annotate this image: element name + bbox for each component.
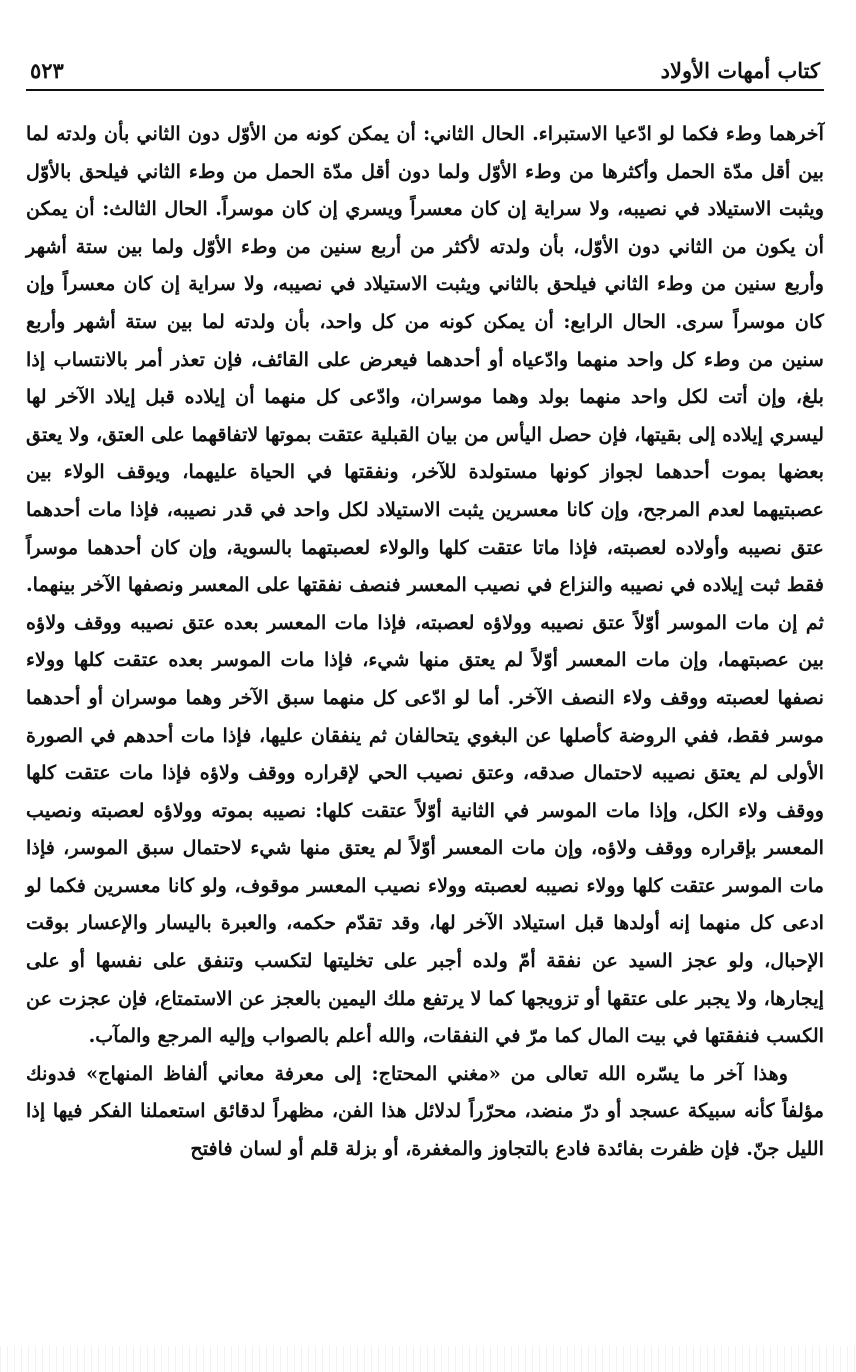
page-number: ٥٢٣ (30, 58, 64, 83)
running-header (26, 58, 824, 91)
body-text (26, 115, 824, 1168)
scan-artifact-strip (0, 1346, 856, 1372)
main-paragraph: آخرهما وطء فكما لو ادّعيا الاستبراء. الحال الثاني: أن يمكن كونه من الأوّل دون الثاني بأن ولدته لما بين أقل مدّة الحمل وأكثرها من وطء الأوّل ولما دون أقل مدّة الحمل من وطء الثاني فيلحق بالأوّل ويثبت الاستيلاد في نصيبه، ولا سراية إن كان معسراً ويسري إن كان موسراً. الحال الثالث: أن يمكن أن يكون من الثاني دون الأوّل، بأن ولدته لأكثر من أربع سنين من وطء الأوّل ولما بين ستة أشهر وأربع سنين من وطء الثاني فيلحق بالثاني ويثبت الاستيلاد في نصيبه، ولا سراية إن كان معسراً وإن كان موسراً سرى. الحال الرابع: أن يمكن كونه من كل واحد، بأن ولدته لما بين ستة أشهر وأربع سنين من وطء كل واحد منهما وادّعياه أو أحدهما فيعرض على القائف، فإن تعذر أمر بالانتساب إذا بلغ، وإن أتت لكل واحد منهما بولد وهما موسران، وادّعى كل منهما أن إيلاده قبل إيلاد الآخر لها ليسري إيلاده إلى بقيتها، فإن حصل اليأس من بيان القبلية عتقت بموتها لاتفاقهما على العتق، ولا يعتق بعضها بموت أحدهما لجواز كونها مستولدة للآخر، ونفقتها في الحياة عليهما، ويوقف الولاء بين عصبتيهما لعدم المرجح، وإن كانا معسرين يثبت الاستيلاد لكل واحد في قدر نصيبه، فإذا مات أحدهما عتق نصيبه وأولاده لعصبته، فإذا ماتا عتقت كلها والولاء لعصبتهما بالسوية، وإن كان أحدهما موسراً فقط ثبت إيلاده في نصيبه والنزاع في نصيب المعسر فنصف نفقتها على المعسر ونصفها الآخر بينهما. ثم إن مات الموسر أوّلاً عتق نصيبه وولاؤه لعصبته، فإذا مات المعسر بعده عتق نصيبه ووقف ولاؤه بين عصبتهما، وإن مات المعسر أوّلاً لم يعتق منها شيء، فإذا مات الموسر بعده عتقت كلها وولاء نصفها لعصبته ووقف ولاء النصف الآخر. أما لو ادّعى كل منهما سبق الآخر وهما موسران أو أحدهما موسر فقط، ففي الروضة كأصلها عن البغوي يتحالفان ثم ينفقان عليها، فإذا مات أحدهم في الصورة الأولى لم يعتق نصيبه لاحتمال صدقه، وعتق نصيب الحي لإقراره ووقف ولاؤه فإذا مات عتقت كلها ووقف ولاء الكل، وإذا مات الموسر في الثانية أوّلاً عتقت كلها: نصيبه بموته وولاؤه لعصبته ونصيب المعسر بإقراره ووقف ولاؤه، وإن مات المعسر أوّلاً لم يعتق منها شيء لاحتمال سبق الموسر، فإذا مات الموسر عتقت كلها وولاء نصيبه لعصبته وولاء نصيب المعسر موقوف، ولو كانا معسرين فكما لو ادعى كل منهما إنه أولدها قبل استيلاد الآخر لها، وقد تقدّم حكمه، والعبرة باليسار والإعسار بوقت الإحبال، ولو عجز السيد عن نفقة أمّ ولده أجبر على تخليتها لتكسب وتنفق على نفسها أو على إيجارها، ولا يجبر على عتقها أو تزويجها كما لا يرتفع ملك اليمين بالعجز عن الاستمتاع، فإن عجزت عن الكسب فنفقتها في بيت المال كما مرّ في النفقات، والله أعلم بالصواب وإليه المرجع والمآب. (26, 122, 824, 1048)
closing-paragraph: وهذا آخر ما يسّره الله تعالى من «مغني المحتاج: إلى معرفة معاني ألفاظ المنهاج» فدونك مؤلفاً كأنه سبيكة عسجد أو درّ منضد، محرّراً لدلائل هذا الفن، مظهراً لدقائق استعملنا الفكر فيها إذا الليل جنّ. فإن ظفرت بفائدة فادع بالتجاوز والمغفرة، أو بزلة قلم أو لسان فافتح (26, 1061, 824, 1161)
header-title: كتاب أمهات الأولاد (660, 58, 820, 83)
